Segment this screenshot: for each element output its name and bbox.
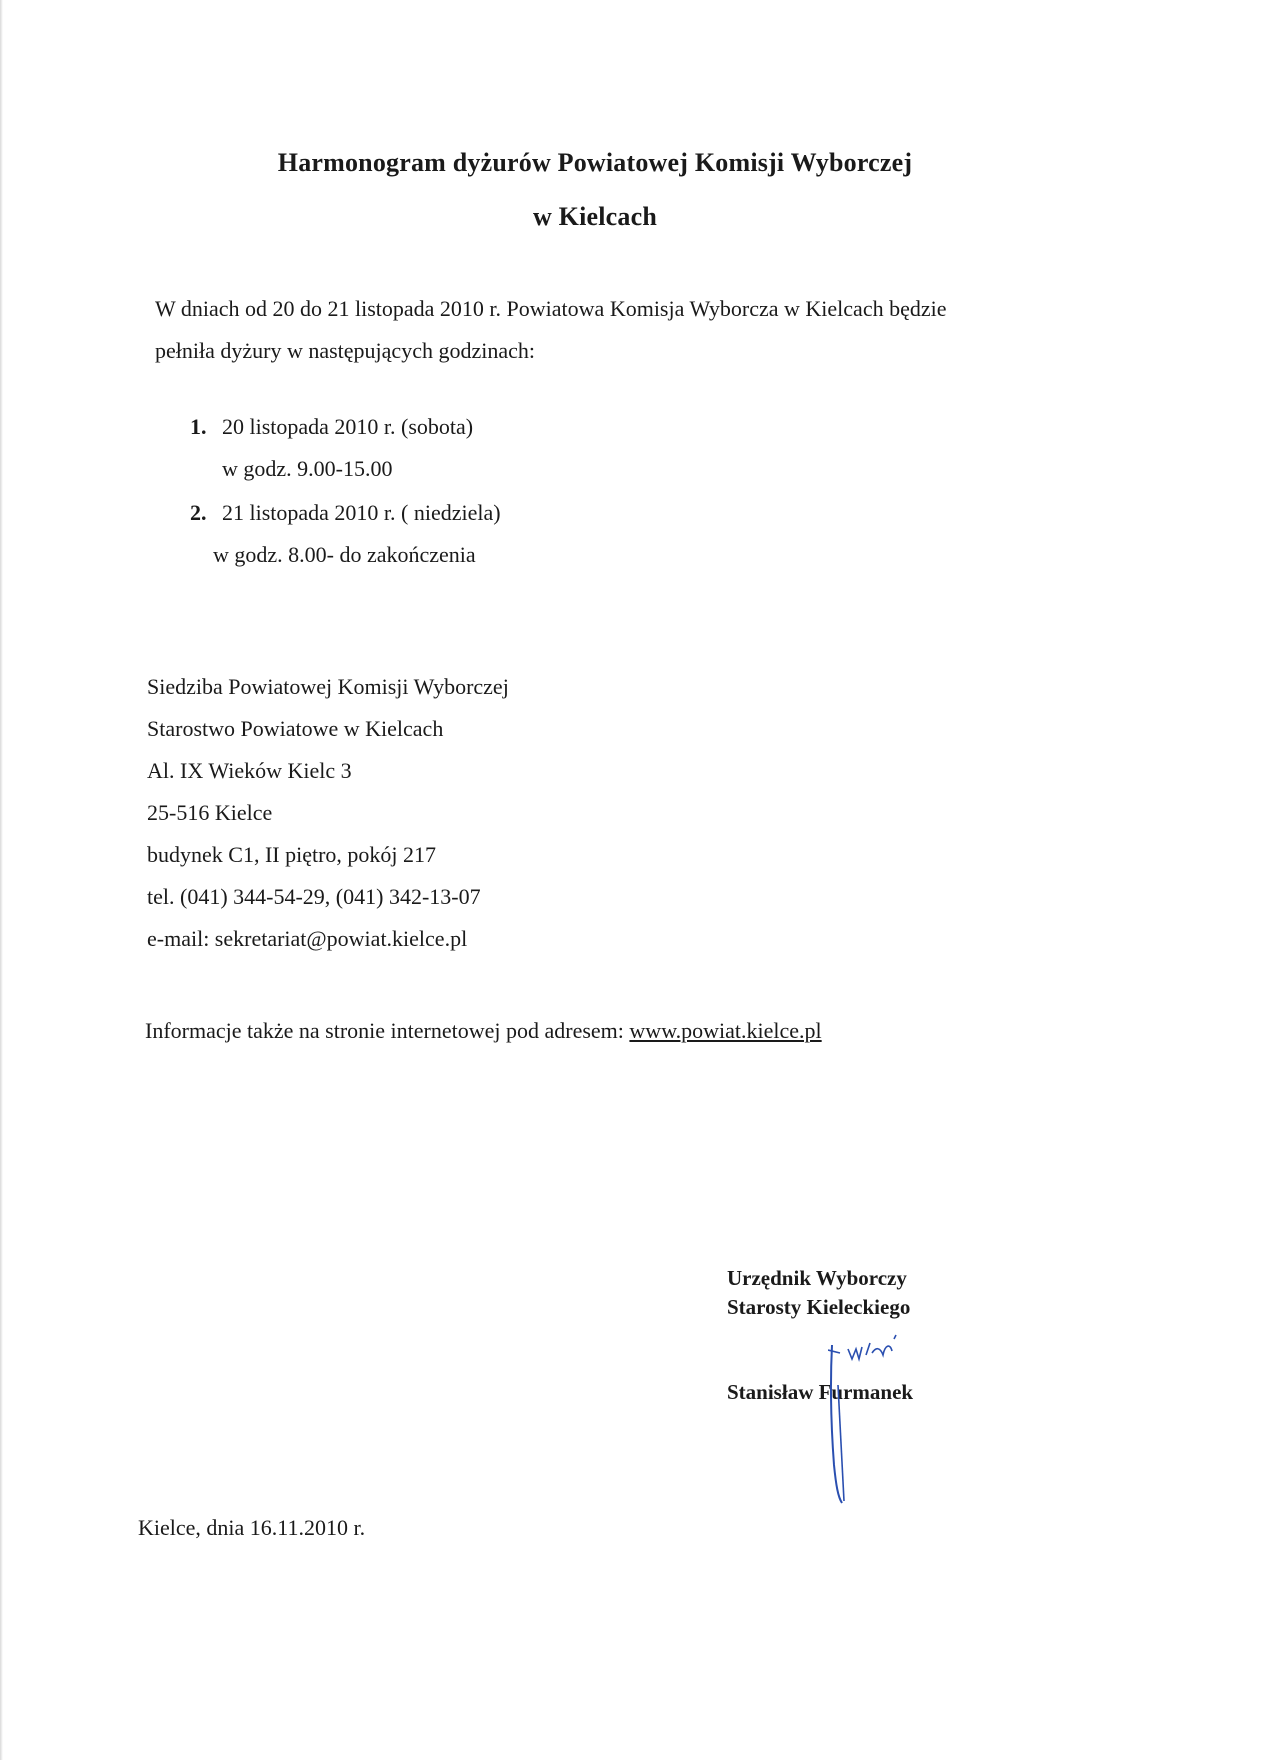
address-line-6: tel. (041) 344-54-29, (041) 342-13-07 [147,884,481,909]
schedule-item-1 [190,414,473,440]
website-info [145,1018,822,1044]
address-line-2: Starostwo Powiatowe w Kielcach [147,716,444,741]
schedule-number: 1. [190,414,207,439]
signer-name: Stanisław Furmanek [727,1380,914,1404]
schedule-hours-2: w godz. 8.00- do zakończenia [213,542,476,567]
email-line: e-mail: sekretariat@powiat.kielce.pl [147,926,468,951]
website-info-text: Informacje także na stronie internetowej pod adresem: [145,1018,630,1043]
document-date: Kielce, dnia 16.11.2010 r. [138,1515,366,1540]
address-line-3: Al. IX Wieków Kielc 3 [147,758,352,783]
document-subtitle: w Kielcach [532,202,658,231]
schedule-date: 20 listopada 2010 r. (sobota) [222,414,474,439]
website-link[interactable]: www.powiat.kielce.pl [629,1018,822,1043]
signature-title-2: Starosty Kieleckiego [727,1295,911,1319]
document-title: Harmonogram dyżurów Powiatowej Komisji Wyborczej [277,148,913,177]
intro-line-1: W dniach od 20 do 21 listopada 2010 r. Powiatowa Komisja Wyborcza w Kielcach będzie [155,296,947,321]
schedule-number: 2. [190,500,207,525]
scan-edge [0,0,3,1760]
intro-line-2: pełniła dyżury w następujących godzinach: [155,338,535,363]
schedule-date: 21 listopada 2010 r. ( niedziela) [222,500,501,525]
schedule-hours-1: w godz. 9.00-15.00 [222,456,393,481]
address-line-1: Siedziba Powiatowej Komisji Wyborczej [147,674,509,699]
signature-title-1: Urzędnik Wyborczy [727,1266,907,1290]
address-line-4: 25-516 Kielce [147,800,273,825]
schedule-item-2 [190,500,501,526]
address-line-5: budynek C1, II piętro, pokój 217 [147,842,437,867]
handwritten-signature [828,1325,908,1505]
